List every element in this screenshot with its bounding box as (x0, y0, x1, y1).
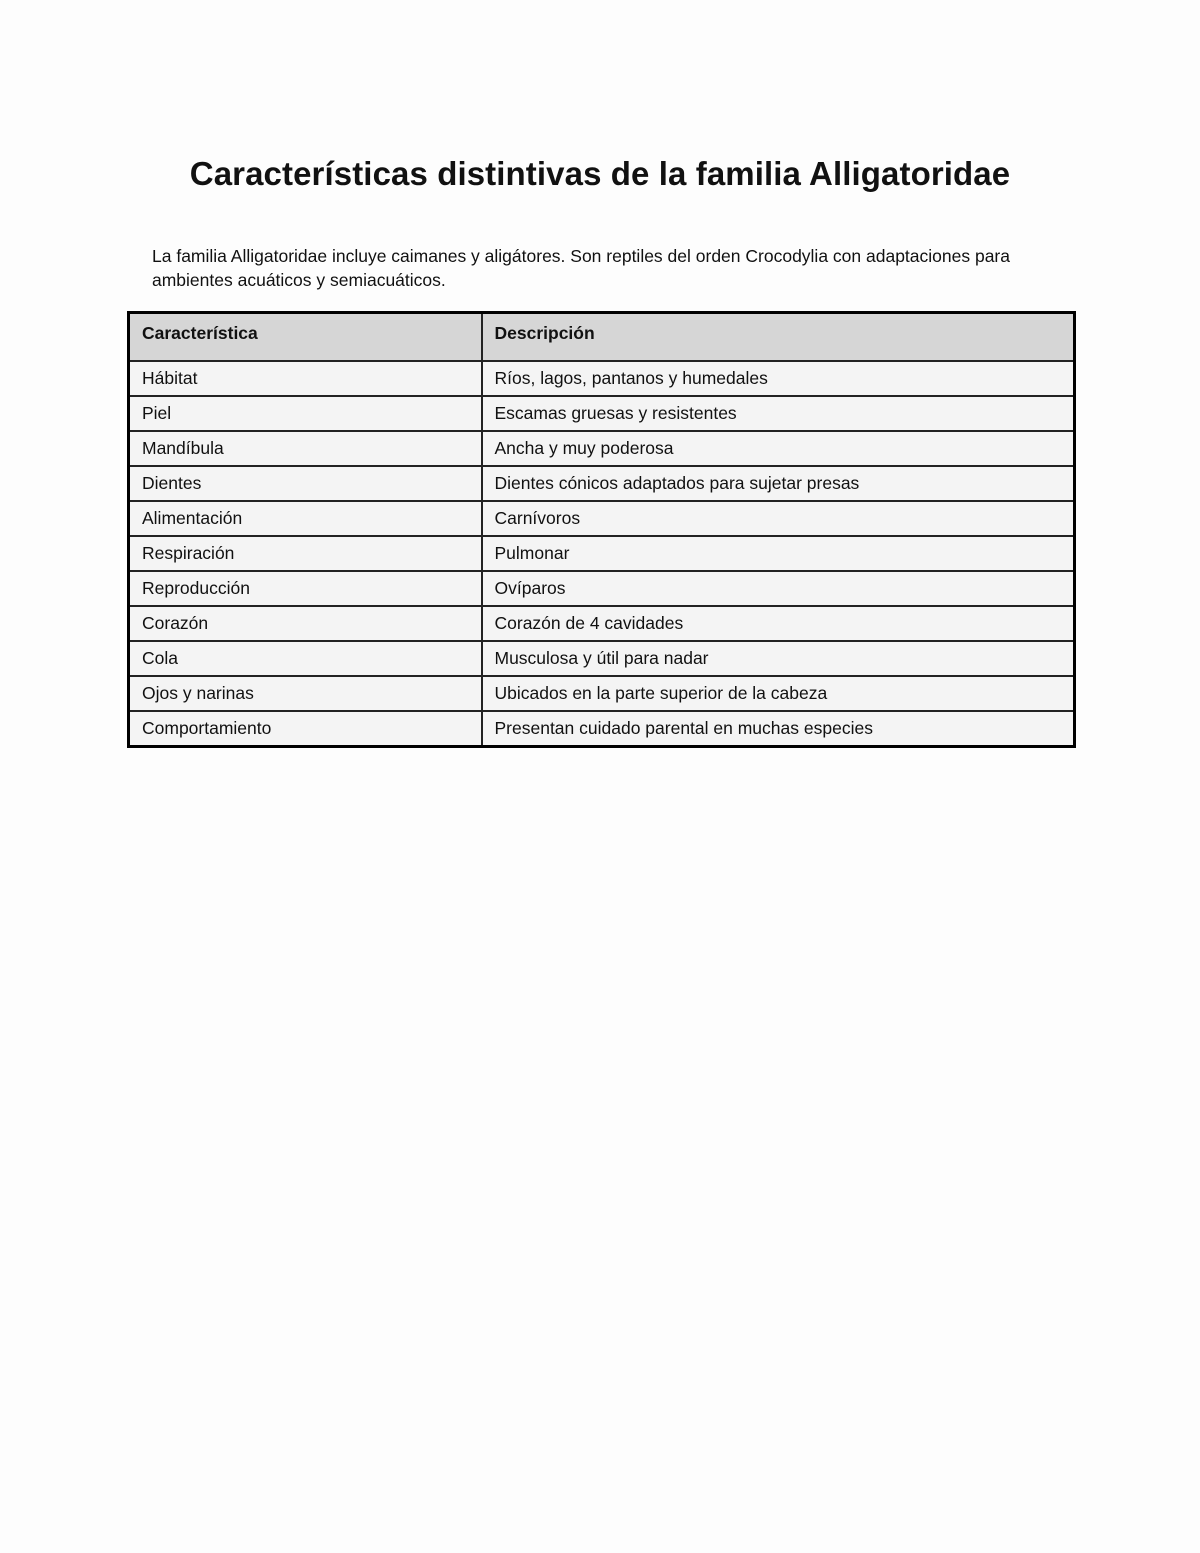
cell-characteristic: Piel (129, 396, 482, 431)
table-row (129, 676, 1075, 711)
cell-description: Ríos, lagos, pantanos y humedales (482, 361, 1075, 396)
table-row (129, 466, 1075, 501)
characteristics-table (127, 311, 1076, 748)
cell-characteristic: Cola (129, 641, 482, 676)
cell-characteristic: Corazón (129, 606, 482, 641)
cell-description: Ubicados en la parte superior de la cabeza (482, 676, 1075, 711)
cell-characteristic: Respiración (129, 536, 482, 571)
table-row (129, 501, 1075, 536)
cell-description: Corazón de 4 cavidades (482, 606, 1075, 641)
cell-characteristic: Hábitat (129, 361, 482, 396)
cell-description: Ovíparos (482, 571, 1075, 606)
cell-characteristic: Ojos y narinas (129, 676, 482, 711)
cell-description: Musculosa y útil para nadar (482, 641, 1075, 676)
table-row (129, 571, 1075, 606)
cell-characteristic: Dientes (129, 466, 482, 501)
intro-paragraph: La familia Alligatoridae incluye caimanes y aligátores. Son reptiles del orden Crocodylia con adaptaciones para ambientes acuáticos y semiacuáticos. (152, 246, 1010, 290)
cell-description: Presentan cuidado parental en muchas especies (482, 711, 1075, 747)
cell-description: Dientes cónicos adaptados para sujetar presas (482, 466, 1075, 501)
header-characteristic: Característica (129, 313, 482, 361)
cell-description: Escamas gruesas y resistentes (482, 396, 1075, 431)
cell-characteristic: Alimentación (129, 501, 482, 536)
cell-characteristic: Reproducción (129, 571, 482, 606)
table-row (129, 711, 1075, 747)
table-row (129, 396, 1075, 431)
cell-description: Ancha y muy poderosa (482, 431, 1075, 466)
table-row (129, 431, 1075, 466)
table-header-row (129, 313, 1075, 361)
cell-description: Pulmonar (482, 536, 1075, 571)
header-description: Descripción (482, 313, 1075, 361)
cell-characteristic: Mandíbula (129, 431, 482, 466)
cell-description: Carnívoros (482, 501, 1075, 536)
cell-characteristic: Comportamiento (129, 711, 482, 747)
table-row (129, 606, 1075, 641)
table-row (129, 641, 1075, 676)
table-row (129, 536, 1075, 571)
characteristics-table-container (127, 311, 1073, 748)
table-row (129, 361, 1075, 396)
page-title: Características distintivas de la familia Alligatoridae (189, 155, 1011, 192)
